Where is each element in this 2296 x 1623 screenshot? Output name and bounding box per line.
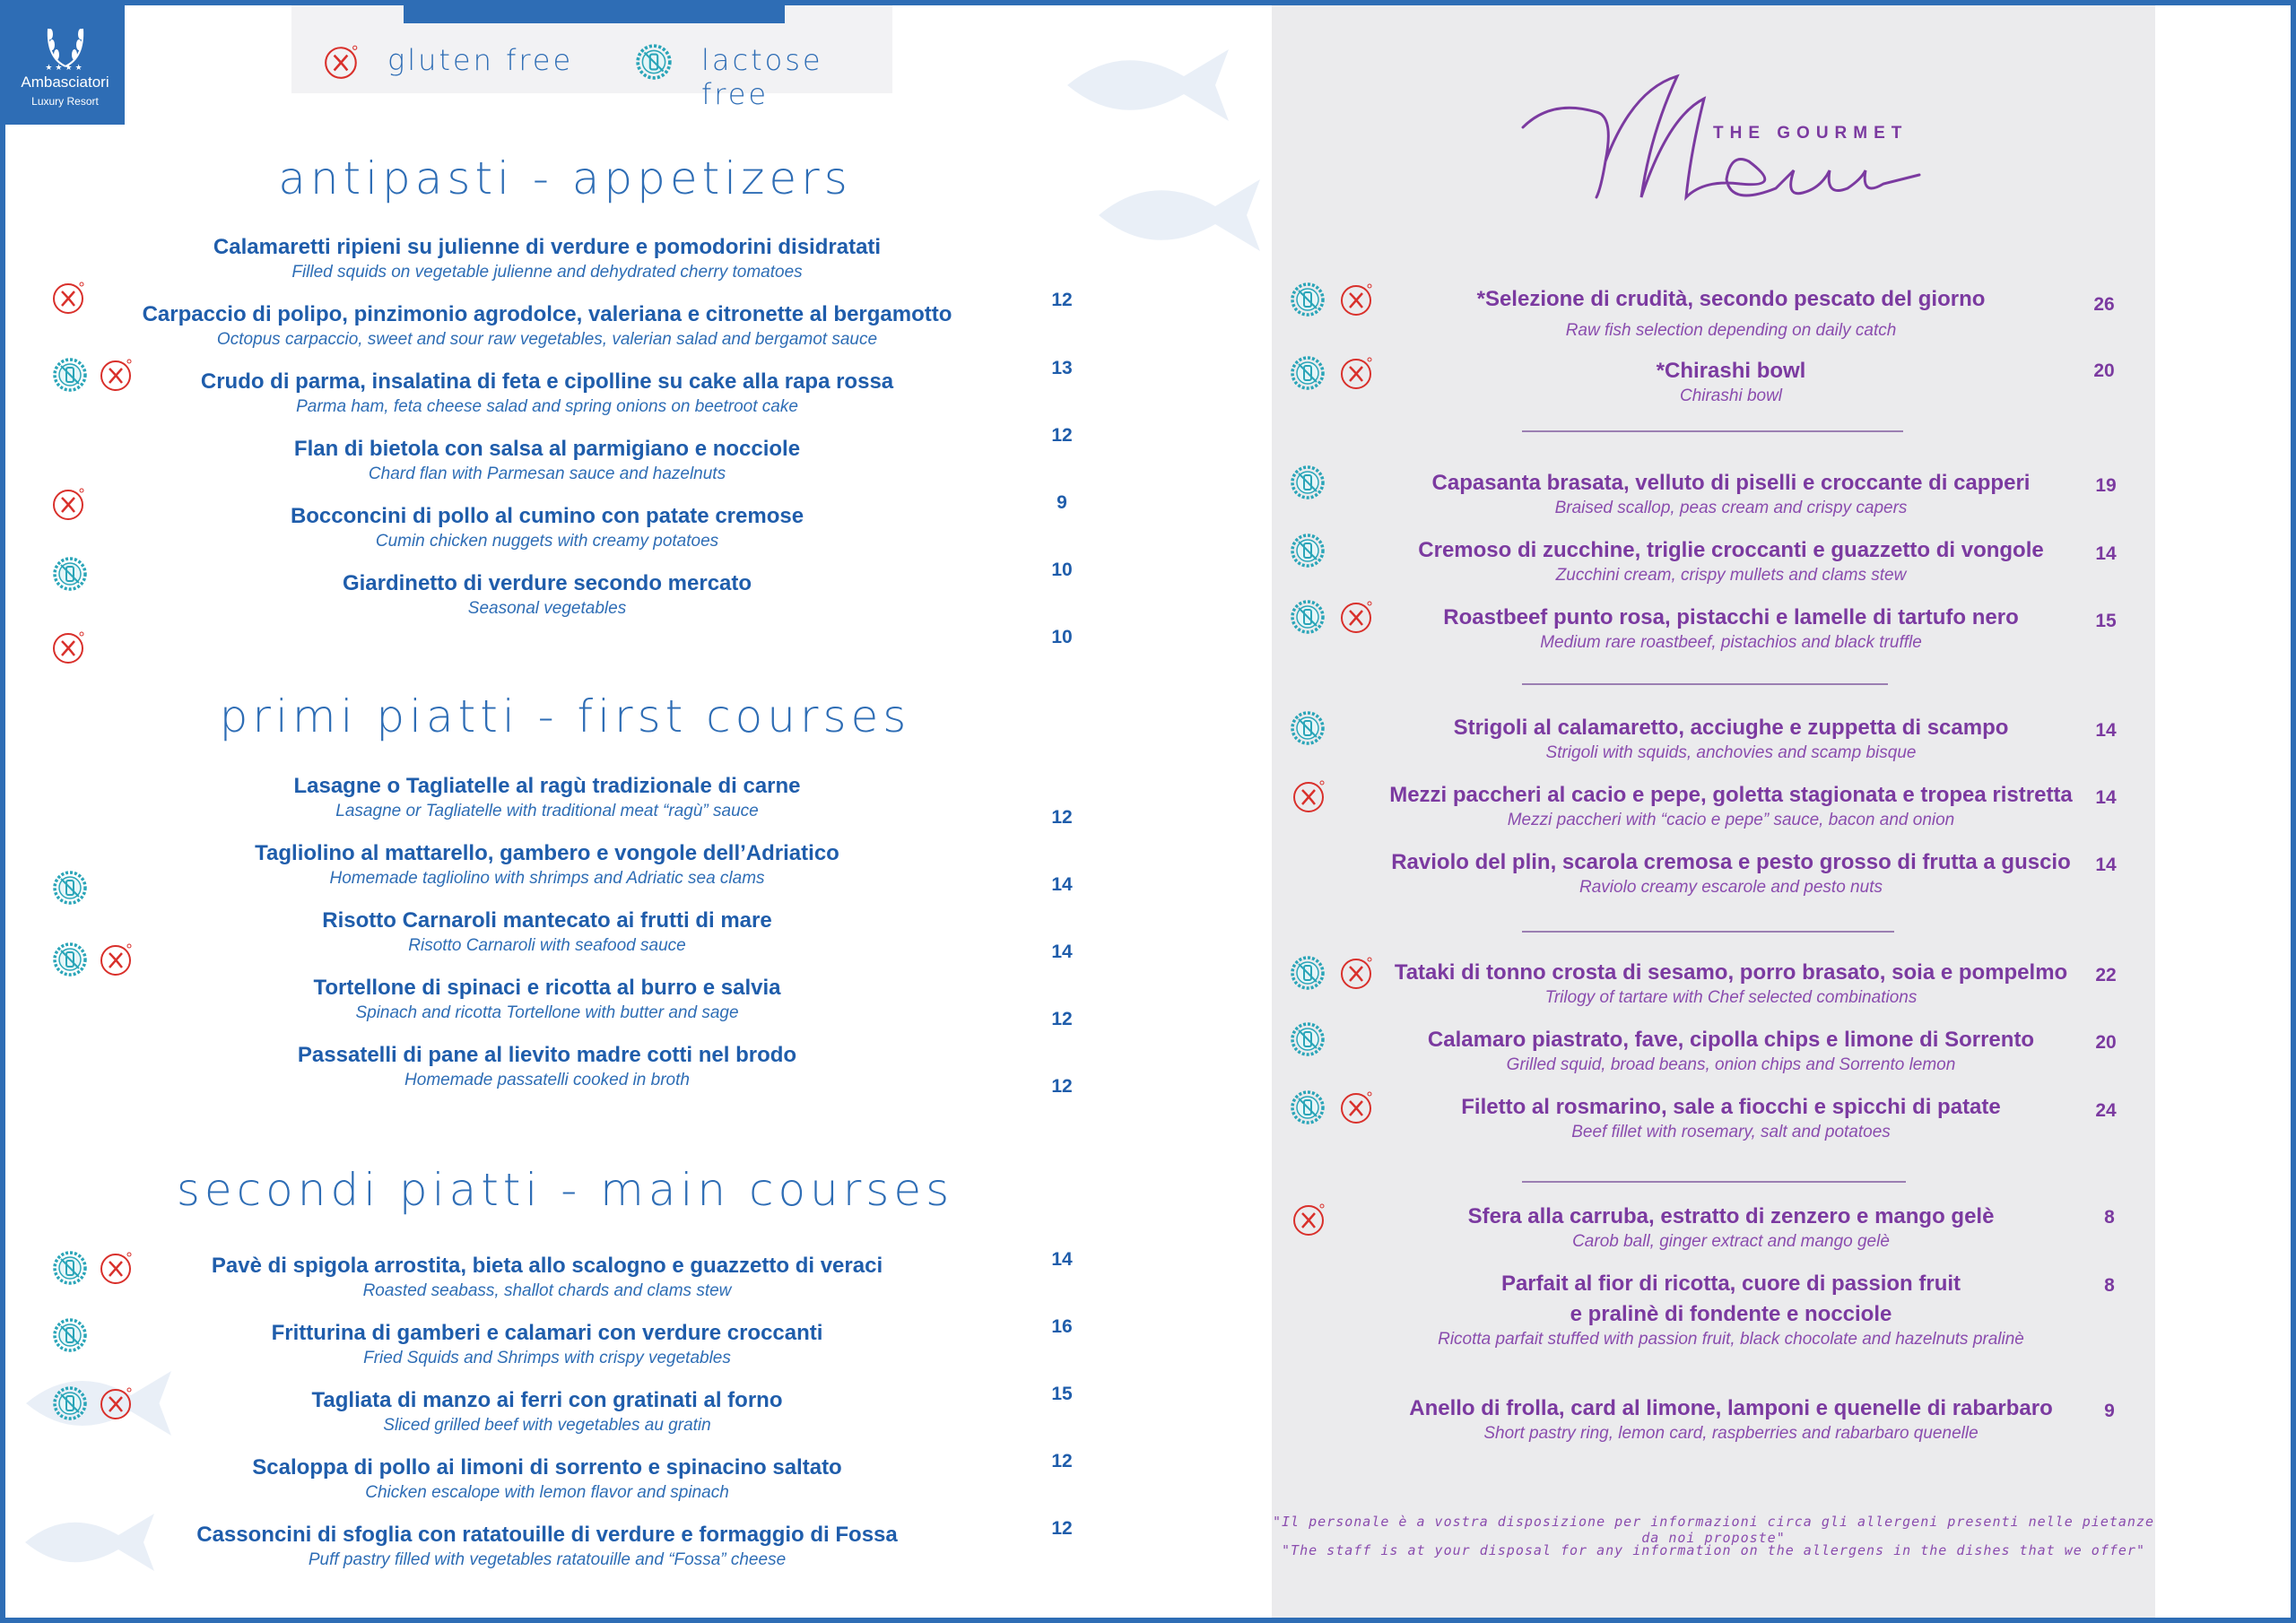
dish-description: Homemade tagliolino with shrimps and Adriatic sea clams: [329, 869, 765, 888]
gluten-free-label: gluten free: [387, 43, 574, 77]
menu-item: [126, 1321, 969, 1368]
dish-price: 13: [1051, 358, 1073, 378]
menu-item: [1345, 359, 2117, 406]
dish-price: 12: [1051, 1076, 1073, 1097]
dish-description: Trilogy of tartare with Chef selected combinations: [1544, 988, 1918, 1007]
dish-description: Cumin chicken nuggets with creamy potatoes: [375, 532, 719, 551]
dish-price: 14: [2095, 720, 2117, 741]
gluten-free-icon: [1339, 599, 1375, 635]
menu-item: [1345, 1396, 2117, 1444]
lactose-free-icon: [52, 556, 88, 592]
menu-item: [126, 302, 969, 350]
dish-description: Homemade passatelli cooked in broth: [404, 1071, 690, 1089]
dish-price: 12: [1051, 290, 1073, 310]
dish-price: 8: [2104, 1275, 2115, 1296]
legend-top-bar: [404, 5, 785, 23]
dish-description: Parma ham, feta cheese salad and spring onions on beetroot cake: [296, 397, 798, 416]
lactose-free-icon: [52, 1250, 88, 1286]
dish-description: Carob ball, ginger extract and mango gelè: [1572, 1232, 1890, 1251]
dish-name: Calamaro piastrato, fave, cipolla chips e limone di Sorrento: [1427, 1028, 2035, 1052]
dish-description: Raviolo creamy escarole and pesto nuts: [1579, 878, 1883, 897]
lactose-free-icon: [1290, 355, 1326, 391]
the-gourmet-label: THE GOURMET: [1713, 124, 1909, 143]
fish-decoration-icon: [1058, 36, 1238, 135]
lactose-free-icon: [52, 1317, 88, 1353]
dish-price: 12: [1051, 425, 1073, 446]
dish-name: *Selezione di crudità, secondo pescato del giorno: [1476, 287, 1986, 311]
menu-item: [126, 841, 969, 889]
dish-price: 9: [1057, 492, 1067, 513]
logo-stars: ★★★★: [45, 63, 85, 72]
dish-price: 19: [2095, 475, 2117, 496]
menu-item: [126, 1043, 969, 1090]
menu-item: [1345, 538, 2117, 586]
menu-item: [1345, 783, 2117, 830]
dish-name: Sfera alla carruba, estratto di zenzero e mango gelè: [1467, 1204, 1995, 1228]
logo-subtitle: Luxury Resort: [31, 95, 99, 108]
lactose-free-icon: [1290, 710, 1326, 746]
separator-line: [1522, 430, 1903, 432]
lactose-free-icon: [52, 357, 88, 393]
dish-name: Scaloppa di pollo ai limoni di sorrento e spinacino saltato: [252, 1455, 842, 1480]
logo-brand: Ambasciatori: [21, 74, 109, 91]
menu-item: [1345, 1271, 2117, 1350]
dish-name: Giardinetto di verdure secondo mercato: [342, 571, 752, 595]
menu-item: [1345, 716, 2117, 763]
section-title-secondi: secondi piatti - main courses: [176, 1164, 954, 1216]
lactose-free-icon: [1290, 599, 1326, 635]
dish-name: Anello di frolla, card al limone, lamponi e quenelle di rabarbaro: [1409, 1396, 2053, 1420]
dish-name: Bocconcini di pollo al cumino con patate cremose: [290, 504, 804, 528]
gluten-free-icon: [323, 43, 361, 81]
lactose-free-icon: [52, 870, 88, 906]
dish-description: Spinach and ricotta Tortellone with butter and sage: [355, 1003, 739, 1022]
dish-description: Beef fillet with rosemary, salt and potatoes: [1571, 1123, 1891, 1141]
dish-description: Chard flan with Parmesan sauce and hazelnuts: [368, 464, 726, 483]
menu-item: [126, 1254, 969, 1301]
allergen-note-italian: "Il personale è a vostra disposizione per informazioni circa gli allergeni presenti nelle pietanze da noi proposte": [1272, 1514, 2154, 1546]
dish-name: Roastbeef punto rosa, pistacchi e lamelle di tartufo nero: [1443, 605, 2019, 629]
dish-price: 20: [2095, 1032, 2117, 1053]
lactose-free-icon: [1290, 533, 1326, 568]
menu-item: [126, 774, 969, 821]
laurel-icon: [39, 22, 91, 68]
gluten-free-icon: [1339, 355, 1375, 391]
dish-name: Calamaretti ripieni su julienne di verdure e pomodorini disidratati: [213, 235, 882, 259]
dish-description: Mezzi paccheri with “cacio e pepe” sauce, bacon and onion: [1507, 811, 1955, 829]
gluten-free-icon: [1292, 1202, 1327, 1237]
dish-description: Short pastry ring, lemon card, raspberries and rabarbaro quenelle: [1483, 1424, 1979, 1443]
lactose-free-icon: [635, 43, 673, 81]
gluten-free-icon: [99, 357, 135, 393]
dish-description: Octopus carpaccio, sweet and sour raw vegetables, valerian salad and bergamot sauce: [216, 330, 878, 349]
gluten-free-icon: [51, 486, 87, 522]
dish-description: Grilled squid, broad beans, onion chips and Sorrento lemon: [1506, 1055, 1956, 1074]
dish-description: Chirashi bowl: [1679, 386, 1783, 405]
dish-description: Ricotta parfait stuffed with passion fruit, black chocolate and hazelnuts pralinè: [1438, 1330, 2024, 1349]
menu-item: [1345, 605, 2117, 653]
dish-price: 14: [2095, 787, 2117, 808]
menu-item: [1345, 850, 2117, 898]
dish-name: Raviolo del plin, scarola cremosa e pesto grosso di frutta a guscio: [1391, 850, 2071, 874]
separator-line: [1522, 931, 1894, 933]
dish-name: Tataki di tonno crosta di sesamo, porro brasato, soia e pompelmo: [1394, 960, 2068, 985]
dish-price: 14: [2095, 543, 2117, 564]
dish-price: 8: [2104, 1207, 2115, 1228]
dish-price: 12: [1051, 1009, 1073, 1029]
dish-description: Lasagne or Tagliatelle with traditional meat “ragù” sauce: [335, 802, 759, 820]
menu-item: [1345, 1028, 2117, 1075]
dish-price: 14: [2095, 855, 2117, 875]
dish-description: Strigoli with squids, anchovies and scamp bisque: [1545, 743, 1917, 762]
gluten-free-icon: [51, 629, 87, 665]
gluten-free-icon: [99, 942, 135, 977]
dish-description: Filled squids on vegetable julienne and dehydrated cherry tomatoes: [291, 263, 803, 282]
dish-description: Zucchini cream, crispy mullets and clams stew: [1555, 566, 1907, 585]
dish-description: Fried Squids and Shrimps with crispy vegetables: [363, 1349, 731, 1367]
dish-name: Tagliolino al mattarello, gambero e vongole dell’Adriatico: [255, 841, 839, 865]
dish-price: 15: [2095, 611, 2117, 631]
lactose-free-icon: [52, 1385, 88, 1421]
gluten-free-icon: [1339, 955, 1375, 991]
dish-price: 12: [1051, 1518, 1073, 1539]
dish-price: 9: [2104, 1401, 2115, 1421]
dish-description: Chicken escalope with lemon flavor and spinach: [365, 1483, 729, 1502]
lactose-free-label: lactose free: [701, 43, 823, 111]
gluten-free-icon: [1339, 1089, 1375, 1125]
dish-price: 15: [1051, 1384, 1073, 1404]
lactose-free-icon: [1290, 955, 1326, 991]
gluten-free-icon: [1339, 282, 1375, 317]
dish-name: Pavè di spigola arrostita, bieta allo scalogno e guazzetto di veraci: [211, 1254, 883, 1278]
dish-description: Sliced grilled beef with vegetables au gratin: [383, 1416, 711, 1435]
menu-item: [126, 571, 969, 619]
menu-item: [126, 1523, 969, 1570]
dish-name: Tagliata di manzo ai ferri con gratinati al forno: [311, 1388, 783, 1412]
menu-item: [126, 908, 969, 956]
allergen-legend: [291, 5, 892, 111]
dish-name: Flan di bietola con salsa al parmigiano e nocciole: [293, 437, 801, 461]
fish-decoration-icon: [1090, 166, 1269, 265]
lactose-free-icon: [1290, 464, 1326, 500]
menu-item: [126, 1455, 969, 1503]
dish-description: Roasted seabass, shallot chards and clams stew: [362, 1281, 732, 1300]
dish-name: Lasagne o Tagliatelle al ragù tradizionale di carne: [293, 774, 801, 798]
dish-price: 24: [2095, 1100, 2117, 1121]
section-title-antipasti: antipasti - appetizers: [278, 152, 852, 204]
dish-price: 12: [1051, 807, 1073, 828]
dish-name-line2: e pralinè di fondente e nocciole: [1570, 1302, 1892, 1326]
resort-logo: [5, 5, 125, 125]
dish-description: Braised scallop, peas cream and crispy capers: [1554, 499, 1908, 517]
dish-price: 14: [1051, 942, 1073, 962]
gluten-free-icon: [99, 1250, 135, 1286]
lactose-free-icon: [1290, 1021, 1326, 1057]
menu-item: [126, 369, 969, 417]
dish-name: Cassoncini di sfoglia con ratatouille di verdure e formaggio di Fossa: [196, 1523, 898, 1547]
dish-description: Risotto Carnaroli with seafood sauce: [408, 936, 686, 955]
dish-price: 14: [1051, 874, 1073, 895]
menu-item: [126, 437, 969, 484]
dish-name: Parfait al fior di ricotta, cuore di passion fruit: [1500, 1271, 1961, 1296]
dish-name: Capasanta brasata, velluto di piselli e croccante di capperi: [1431, 471, 2031, 495]
lactose-free-icon: [1290, 282, 1326, 317]
dish-price: 16: [1051, 1316, 1073, 1337]
menu-item: [1345, 287, 2117, 341]
dish-name: Crudo di parma, insalatina di feta e cipolline su cake alla rapa rossa: [200, 369, 894, 394]
dish-name: Mezzi paccheri al cacio e pepe, goletta stagionata e tropea ristretta: [1389, 783, 2073, 807]
dish-name: Carpaccio di polipo, pinzimonio agrodolce, valeriana e citronette al bergamotto: [142, 302, 952, 326]
dish-price: 22: [2095, 965, 2117, 985]
separator-line: [1522, 1181, 1906, 1183]
dish-price: 20: [2093, 360, 2115, 381]
dish-price: 26: [2093, 294, 2115, 315]
dish-description: Puff pastry filled with vegetables ratatouille and “Fossa” cheese: [308, 1550, 787, 1569]
allergen-note-english: "The staff is at your disposal for any information on the allergens in the dishes that we offer": [1282, 1542, 2145, 1558]
menu-item: [126, 976, 969, 1023]
dish-name: Risotto Carnaroli mantecato ai frutti di mare: [322, 908, 772, 933]
menu-item: [126, 504, 969, 551]
dish-name: Filetto al rosmarino, sale a fiocchi e spicchi di patate: [1461, 1095, 2001, 1119]
lactose-free-icon: [1290, 1089, 1326, 1125]
dish-price: 12: [1051, 1451, 1073, 1471]
dish-name: Tortellone di spinaci e ricotta al burro e salvia: [313, 976, 781, 1000]
gluten-free-icon: [51, 280, 87, 316]
dish-price: 10: [1051, 627, 1073, 647]
dish-name: Passatelli di pane al lievito madre cotti nel brodo: [297, 1043, 797, 1067]
dish-price: 10: [1051, 560, 1073, 580]
menu-item: [1345, 1204, 2117, 1252]
gluten-free-icon: [1292, 778, 1327, 814]
gluten-free-icon: [99, 1385, 135, 1421]
menu-item: [126, 235, 969, 282]
menu-item: [1345, 1095, 2117, 1142]
dish-name: *Chirashi bowl: [1656, 359, 1806, 383]
section-title-primi: primi piatti - first courses: [219, 690, 911, 742]
dish-price: 14: [1051, 1249, 1073, 1270]
menu-item: [1345, 471, 2117, 518]
dish-name: Cremoso di zucchine, triglie croccanti e guazzetto di vongole: [1418, 538, 2044, 562]
dish-description: Seasonal vegetables: [467, 599, 627, 618]
dish-description: Medium rare roastbeef, pistachios and black truffle: [1540, 633, 1922, 652]
separator-line: [1522, 683, 1888, 685]
menu-item: [126, 1388, 969, 1436]
lactose-free-icon: [52, 942, 88, 977]
dish-name: Fritturina di gamberi e calamari con verdure croccanti: [271, 1321, 823, 1345]
dish-description: Raw fish selection depending on daily catch: [1565, 321, 1897, 340]
dish-name: Strigoli al calamaretto, acciughe e zuppetta di scampo: [1453, 716, 2009, 740]
menu-item: [1345, 960, 2117, 1008]
